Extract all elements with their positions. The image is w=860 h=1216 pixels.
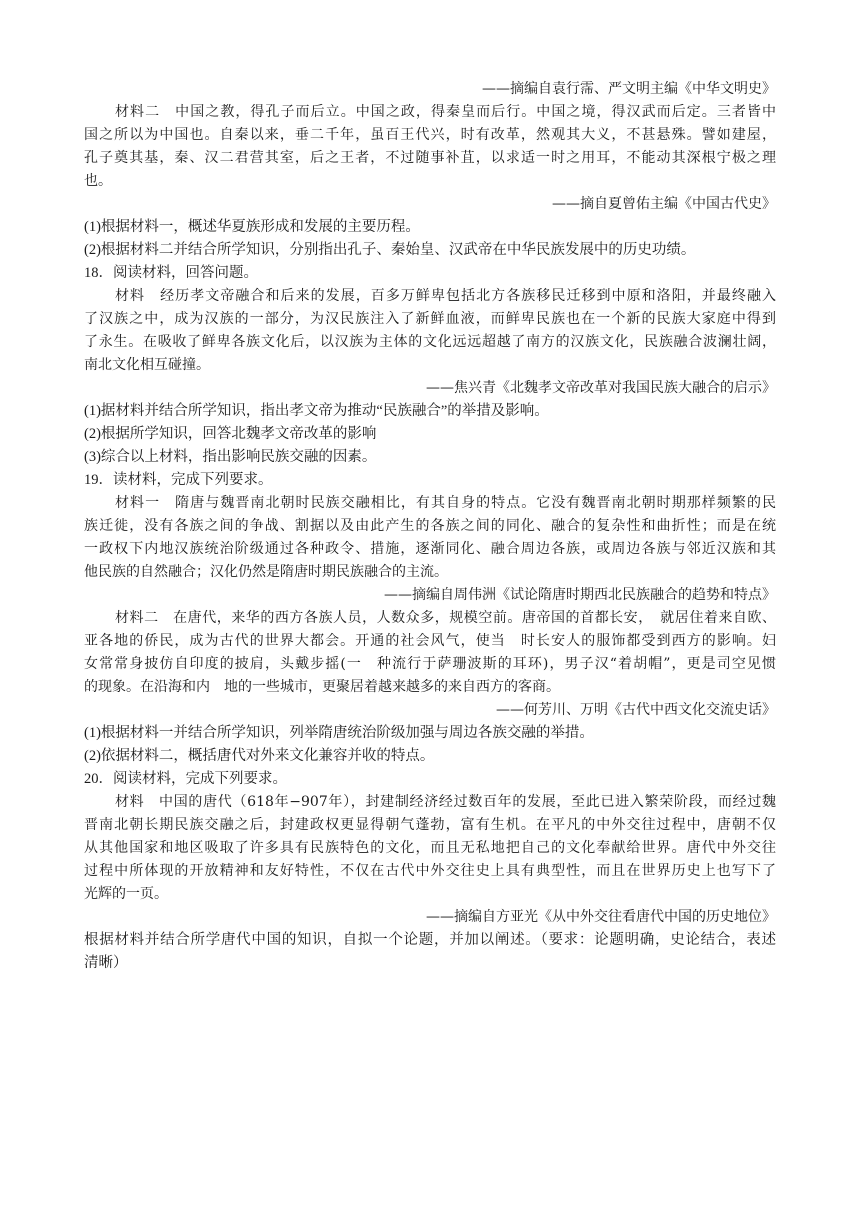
question-line: (2)依据材料二，概括唐代对外来文化兼容并收的特点。 xyxy=(84,748,435,764)
question-line: (1)根据材料一，概述华夏族形成和发展的主要历程。 xyxy=(84,219,420,235)
material-text-line: 一政权下内地汉族统治阶级通过各种政令、措施，逐渐同化、融合周边各族，或周边各族与邻近汉族和其 xyxy=(84,541,776,557)
material-text-line: 孔子奠其基，秦、汉二君营其室，后之王者，不过随事补苴，以求适一时之用耳，不能动其深根宁极之理 xyxy=(84,150,776,166)
material-text-line: 晋南北朝长期民族交融之后，封建政权更显得朝气蓬勃，富有生机。在平凡的中外交往过程中，唐朝不仅 xyxy=(84,817,776,833)
material-text-line: 他民族的自然融合；汉化仍然是隋唐时期民族融合的主流。 xyxy=(84,564,448,580)
question-line: (3)综合以上材料，指出影响民族交融的因素。 xyxy=(84,449,377,465)
question-line: (1)据材料并结合所学知识，指出孝文帝为推动“民族融合”的举措及影响。 xyxy=(84,403,549,419)
material-text-line: 南北文化相互碰撞。 xyxy=(84,357,210,373)
source-citation: ——焦兴青《北魏孝文帝改革对我国民族大融合的启示》 xyxy=(426,380,776,396)
material-text-line: 材料 中国的唐代（618年−907年），封建制经济经过数百年的发展，至此已进入繁荣阶段，而经过魏 xyxy=(115,794,776,810)
source-citation: ——摘自夏曾佑主编《中国古代史》 xyxy=(552,196,776,212)
material-text-line: 也。 xyxy=(84,173,112,189)
material-text-line: 材料二 中国之教，得孔子而后立。中国之政，得秦皇而后行。中国之境，得汉武而后定。三者皆中 xyxy=(115,104,776,120)
material-text-line: 国之所以为中国也。自秦以来，垂二千年，虽百王代兴，时有改革，然观其大义，不甚悬殊。譬如建屋， xyxy=(84,127,776,143)
source-citation: ——何芳川、万明《古代中西文化交流史话》 xyxy=(496,702,776,718)
material-text-line: 亚各地的侨民，成为古代的世界大都会。开通的社会风气，使当 时长安人的服饰都受到西方的影响。妇 xyxy=(84,633,776,649)
source-citation: ——摘编自袁行霈、严文明主编《中华文明史》 xyxy=(482,81,776,97)
question-line: (2)根据材料二并结合所学知识，分别指出孔子、秦始皇、汉武帝在中华民族发展中的历史功绩。 xyxy=(84,242,696,258)
question-line: 20．阅读材料，完成下列要求。 xyxy=(84,771,287,787)
material-text-line: 材料 经历孝文帝融合和后来的发展，百多万鲜卑包括北方各族移民迁移到中原和洛阳，并最终融入 xyxy=(115,288,776,304)
question-line: 根据材料并结合所学唐代中国的知识，自拟一个论题，并加以阐述。（要求：论题明确，史论结合，表述 xyxy=(84,932,776,948)
source-citation: ——摘编自方亚光《从中外交往看唐代中国的历史地位》 xyxy=(426,909,776,925)
material-text-line: 过程中所体现的开放精神和友好特性，不仅在古代中外交往史上具有典型性，而且在世界历史上也写下了 xyxy=(84,863,776,879)
material-text-line: 从其他国家和地区吸取了许多具有民族特色的文化，而且无私地把自己的文化奉献给世界。唐代中外交往 xyxy=(84,840,776,856)
material-text-line: 女常常身披仿自印度的披肩，头戴步摇(一 种流行于萨珊波斯的耳环)，男子汉“着胡帽”，更是司空见惯 xyxy=(84,656,776,672)
source-citation: ——摘编自周伟洲《试论隋唐时期西北民族融合的趋势和特点》 xyxy=(384,587,776,603)
material-text-line: 光辉的一页。 xyxy=(84,886,168,902)
document-page xyxy=(84,78,776,975)
question-line: (1)根据材料一并结合所学知识，列举隋唐统治阶级加强与周边各族交融的举措。 xyxy=(84,725,594,741)
material-text-line: 的现象。在沿海和内 地的一些城市，更聚居着越来越多的来自西方的客商。 xyxy=(84,679,560,695)
material-text-line: 了汉族之中，成为汉族的一部分，为汉民族注入了新鲜血液，而鲜卑民族也在一个新的民族大家庭中得到 xyxy=(84,311,776,327)
material-text-line: 材料一 隋唐与魏晋南北朝时民族交融相比，有其自身的特点。它没有魏晋南北朝时期那样频繁的民 xyxy=(115,495,776,511)
question-line: 18．阅读材料，回答问题。 xyxy=(84,265,258,281)
question-line: 清晰） xyxy=(84,955,128,971)
question-line: (2)根据所学知识，回答北魏孝文帝改革的影响 xyxy=(84,426,377,442)
question-line: 19．读材料，完成下列要求。 xyxy=(84,472,273,488)
material-text-line: 了永生。在吸收了鲜卑各族文化后，以汉族为主体的文化远远超越了南方的汉族文化，民族融合波澜壮阔， xyxy=(84,334,776,350)
material-text-line: 族迁徙，没有各族之间的争战、割据以及由此产生的各族之间的同化、融合的复杂性和曲折性；而是在统 xyxy=(84,518,776,534)
material-text-line: 材料二 在唐代，来华的西方各族人员，人数众多，规模空前。唐帝国的首都长安， 就居住着来自欧、 xyxy=(115,610,776,626)
